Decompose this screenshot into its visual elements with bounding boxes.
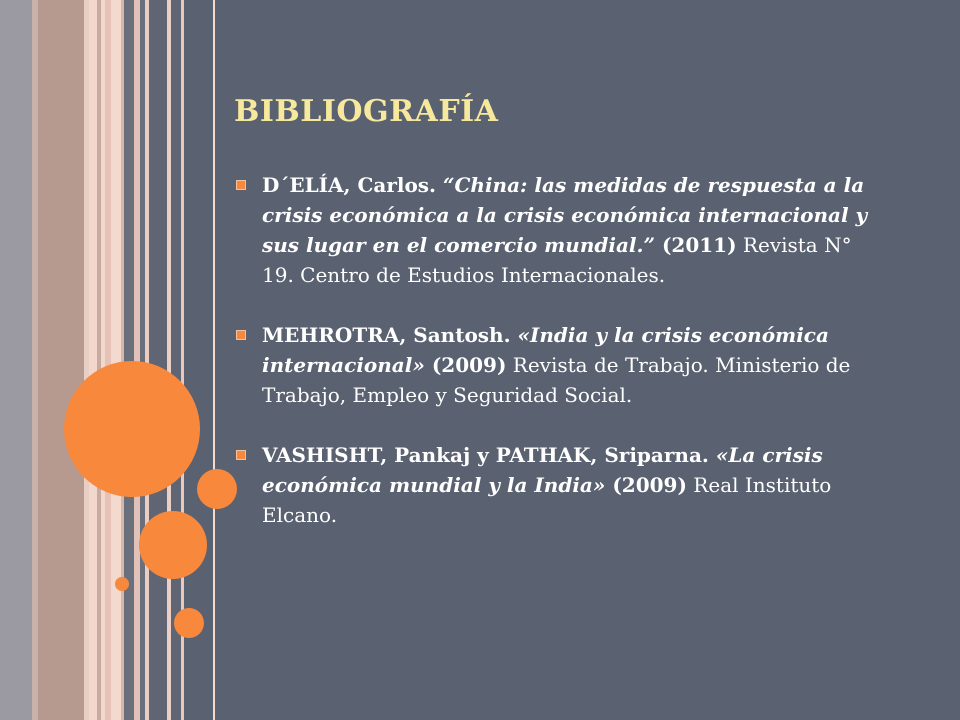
decorative-circle-small	[197, 469, 237, 509]
entry-author: MEHROTRA, Santosh.	[262, 323, 518, 347]
entry-work: «India y la crisis económica internacional»	[262, 323, 829, 377]
entry-source: Revista de Trabajo. Ministerio de Trabajo, Empleo y Seguridad Social.	[262, 353, 851, 407]
entry-year: (2009)	[424, 353, 507, 377]
square-bullet-icon	[236, 330, 246, 340]
square-bullet-icon	[236, 180, 246, 190]
decorative-circle-small	[174, 608, 204, 638]
square-bullet-icon	[236, 450, 246, 460]
bibliography-list	[234, 170, 884, 560]
entry-work: “China: las medidas de respuesta a la crisis económica a la crisis económica internacional y sus lugar en el comercio mundial.”	[262, 173, 868, 257]
entry-work: «La crisis económica mundial y la India»	[262, 443, 823, 497]
entry-source: Revista N° 19. Centro de Estudios Internacionales.	[262, 233, 852, 287]
bibliography-entry	[234, 440, 884, 530]
entry-year: (2011)	[655, 233, 737, 257]
decorative-circle-medium	[139, 511, 207, 579]
bibliography-entry	[234, 170, 884, 290]
entry-author: D´ELÍA, Carlos.	[262, 173, 443, 197]
bibliography-entry	[234, 320, 884, 410]
entry-source: Real Instituto Elcano.	[262, 473, 832, 527]
slide-title: BIBLIOGRAFÍA	[234, 94, 499, 129]
decorative-circle-large	[64, 361, 200, 497]
decorative-circle-tiny	[115, 577, 129, 591]
entry-year: (2009)	[605, 473, 687, 497]
entry-author: VASHISHT, Pankaj y PATHAK, Sriparna.	[262, 443, 716, 467]
